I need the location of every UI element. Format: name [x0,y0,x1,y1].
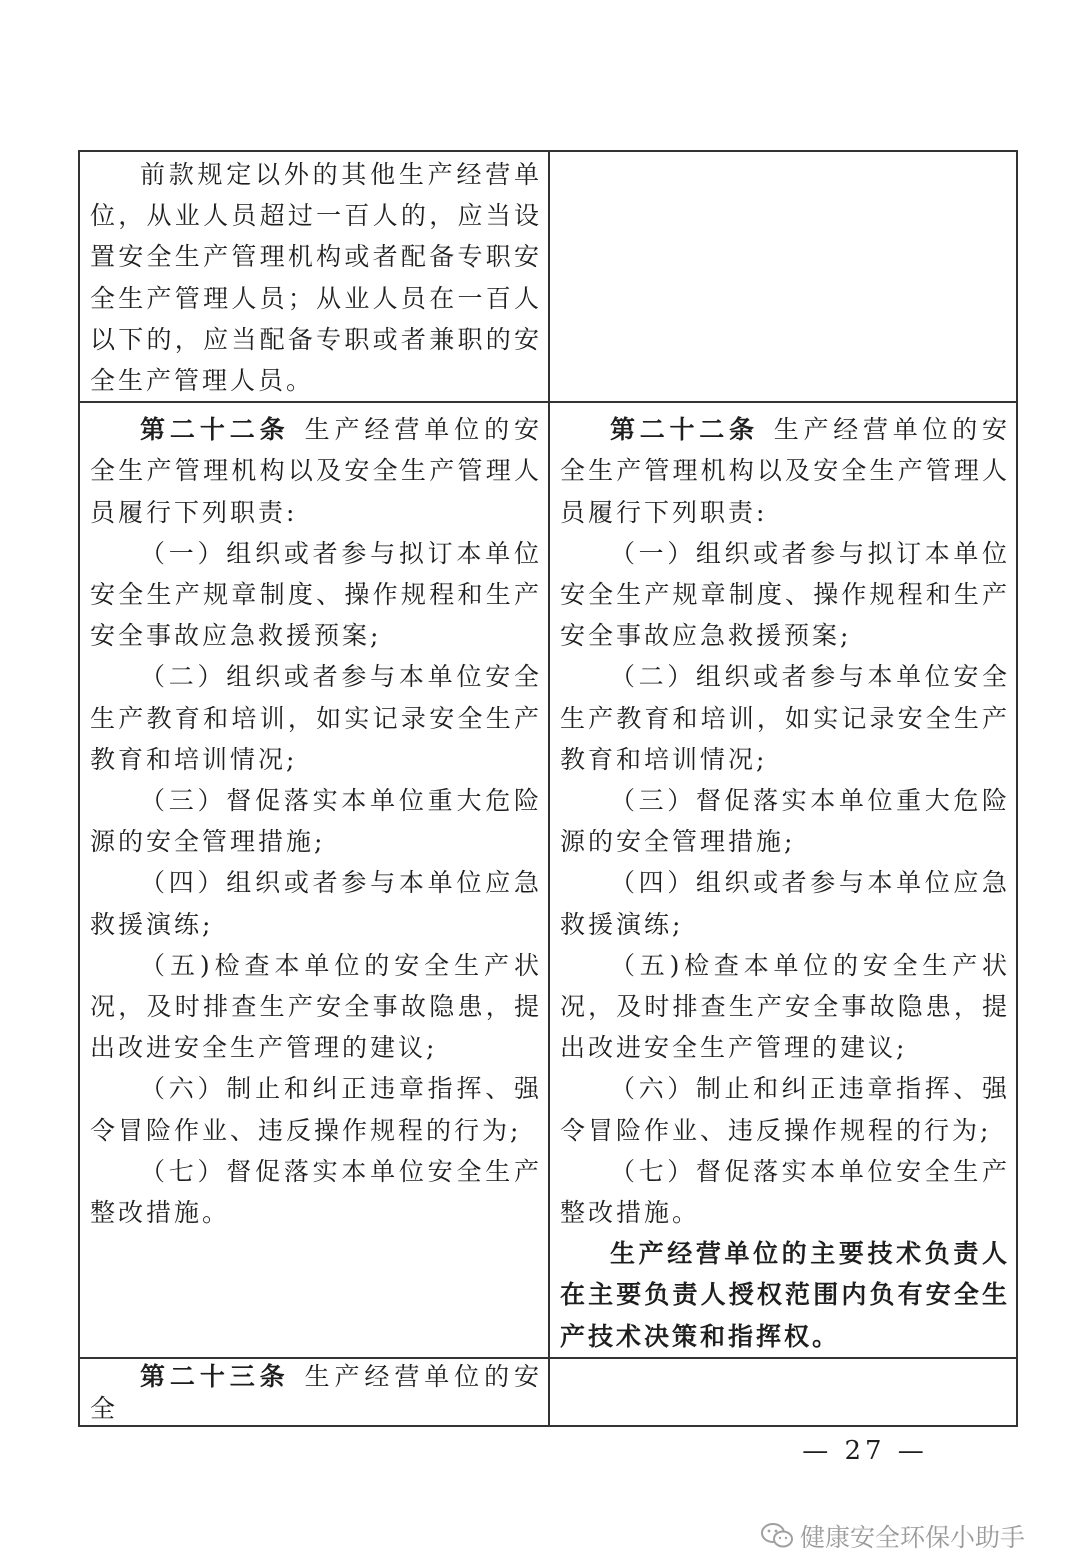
paragraph [90,780,542,862]
right-cell [549,1358,1017,1426]
paragraph [560,1151,1010,1233]
paragraph-text: （四）组织或者参与本单位应急救援演练; [90,868,542,939]
table-row [79,402,1017,1358]
right-cell [549,151,1017,402]
paragraph-text: （五)检查本单位的安全生产状况，及时排查生产安全事故隐患，提出改进安全生产管理的建议; [90,950,542,1063]
article-heading: 第二十二条 [140,415,290,445]
paragraph [560,862,1010,944]
paragraph-text: 生产经营单位的安全生产管理机构以及安全生产管理人员履行下列职责: [90,415,542,527]
article-heading: 第二十三条 [140,1361,290,1391]
paragraph [560,1068,1010,1150]
paragraph [90,409,542,533]
paragraph-text: （七）督促落实本单位安全生产整改措施。 [560,1156,1010,1228]
right-cell [549,402,1017,1358]
left-cell [79,402,549,1358]
paragraph-text: （六）制止和纠正违章指挥、强令冒险作业、违反操作规程的行为; [90,1074,542,1145]
paragraph-text: （三）督促落实本单位重大危险源的安全管理措施; [90,786,542,857]
paragraph [560,409,1010,533]
left-cell [79,1358,549,1426]
watermark [760,1518,1025,1554]
paragraph [560,656,1010,780]
paragraph [90,1151,542,1233]
paragraph [560,945,1010,1069]
paragraph [560,1233,1010,1357]
paragraph-text: 生产经营单位的安全 [90,1361,542,1423]
left-cell [79,151,549,402]
paragraph-text: （四）组织或者参与本单位应急救援演练; [560,868,1010,939]
table-row [79,1358,1017,1426]
wechat-icon [760,1522,794,1550]
paragraph [90,533,542,657]
paragraph-text: 前款规定以外的其他生产经营单位，从业人员超过一百人的，应当设置安全生产管理机构或者配备专职安全生产管理人员；从业人员在一百人以下的，应当配备专职或者兼职的安全生产管理人员。 [90,160,542,396]
paragraph [90,862,542,944]
paragraph [90,1361,542,1425]
paragraph-text: 生产经营单位的主要技术负责人在主要负责人授权范围内负有安全生产技术决策和指挥权。 [560,1239,1010,1351]
paragraph [90,656,542,780]
table-row [79,151,1017,402]
paragraph [90,945,542,1069]
article-heading: 第二十二条 [610,415,759,445]
paragraph-text: （六）制止和纠正违章指挥、强令冒险作业、违反操作规程的行为; [560,1074,1010,1145]
paragraph-text: （七）督促落实本单位安全生产整改措施。 [90,1156,542,1228]
paragraph [560,780,1010,862]
watermark-text: 健康安全环保小助手 [800,1523,1026,1552]
paragraph-text: （一）组织或者参与拟订本单位安全生产规章制度、操作规程和生产安全事故应急救援预案; [90,538,542,651]
paragraph [560,533,1010,657]
paragraph-text: 生产经营单位的安全生产管理机构以及安全生产管理人员履行下列职责: [560,415,1010,527]
paragraph-text: （二）组织或者参与本单位安全生产教育和培训，如实记录安全生产教育和培训情况; [560,662,1010,774]
page-number: — 27 — [802,1436,928,1466]
comparison-table [78,150,1018,1427]
paragraph-text: （三）督促落实本单位重大危险源的安全管理措施; [560,786,1010,857]
paragraph-text: （二）组织或者参与本单位安全生产教育和培训，如实记录安全生产教育和培训情况; [90,662,542,774]
paragraph-text: （一）组织或者参与拟订本单位安全生产规章制度、操作规程和生产安全事故应急救援预案; [560,538,1010,651]
paragraph-text: （五)检查本单位的安全生产状况，及时排查生产安全事故隐患，提出改进安全生产管理的建议; [560,950,1010,1063]
paragraph [90,154,542,401]
paragraph [90,1068,542,1150]
